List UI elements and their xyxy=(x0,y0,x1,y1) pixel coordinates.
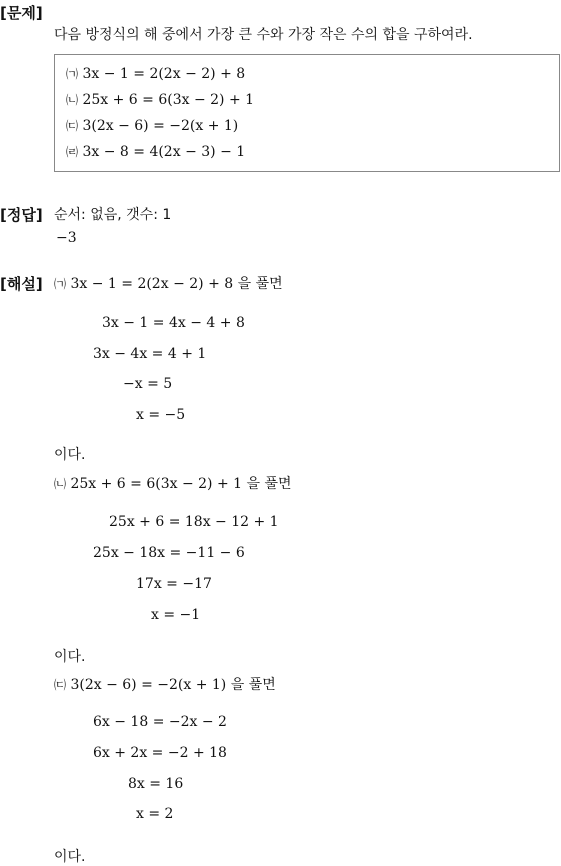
solution-mark: ㈁ xyxy=(54,477,67,491)
solution-suffix: 을 풀면 xyxy=(230,677,276,693)
solution-conclusion: 이다. xyxy=(54,649,86,665)
solution-step: −x = 5 xyxy=(123,376,173,392)
problem-prompt: 다음 방정식의 해 중에서 가장 큰 수와 가장 작은 수의 합을 구하여라. xyxy=(54,27,473,43)
solution-step: x = −1 xyxy=(151,607,201,623)
solution-step: 17x = −17 xyxy=(136,576,212,592)
solution-suffix: 을 풀면 xyxy=(237,276,283,292)
choice-equation: 25x + 6 = 6(3x − 2) + 1 xyxy=(82,92,255,108)
choice-mark: ㈁ xyxy=(66,93,79,107)
choice-mark: ㈃ xyxy=(66,145,79,159)
choice-equation: 3x − 8 = 4(2x − 3) − 1 xyxy=(82,144,246,160)
solution-tag: [해설] xyxy=(0,275,43,293)
choice-item xyxy=(66,117,238,134)
solution-equation: 3(2x − 6) = −2(x + 1) xyxy=(70,677,227,693)
solution-step: 25x − 18x = −11 − 6 xyxy=(93,545,245,561)
solution-step: 25x + 6 = 18x − 12 + 1 xyxy=(109,514,279,530)
solution-step: 3x − 4x = 4 + 1 xyxy=(93,346,207,362)
solution-step: x = −5 xyxy=(136,407,186,423)
answer-meta: 순서: 없음, 갯수: 1 xyxy=(54,207,172,223)
choice-equation: 3(2x − 6) = −2(x + 1) xyxy=(82,118,239,134)
solution-header xyxy=(54,273,283,293)
choice-item xyxy=(66,91,254,108)
solution-mark: ㈂ xyxy=(54,678,67,692)
choice-item xyxy=(66,143,245,160)
choice-mark: ㈀ xyxy=(66,67,79,81)
solution-equation: 3x − 1 = 2(2x − 2) + 8 xyxy=(70,276,234,292)
answer-tag: [정답] xyxy=(0,206,43,224)
solution-step: x = 2 xyxy=(136,806,174,822)
solution-conclusion: 이다. xyxy=(54,849,86,865)
solution-step: 6x − 18 = −2x − 2 xyxy=(93,714,227,730)
solution-mark: ㈀ xyxy=(54,277,67,291)
solution-suffix: 을 풀면 xyxy=(246,476,292,492)
answer-value: −3 xyxy=(56,230,77,246)
solution-step: 6x + 2x = −2 + 18 xyxy=(93,745,227,761)
solution-step: 3x − 1 = 4x − 4 + 8 xyxy=(102,315,245,331)
solution-step: 8x = 16 xyxy=(128,776,184,792)
choice-equation: 3x − 1 = 2(2x − 2) + 8 xyxy=(82,66,246,82)
solution-header xyxy=(54,674,276,694)
choice-item xyxy=(66,65,245,82)
solution-header xyxy=(54,473,292,493)
problem-tag: [문제] xyxy=(0,4,43,22)
choice-mark: ㈂ xyxy=(66,119,79,133)
solution-conclusion: 이다. xyxy=(54,447,86,463)
solution-equation: 25x + 6 = 6(3x − 2) + 1 xyxy=(70,476,243,492)
